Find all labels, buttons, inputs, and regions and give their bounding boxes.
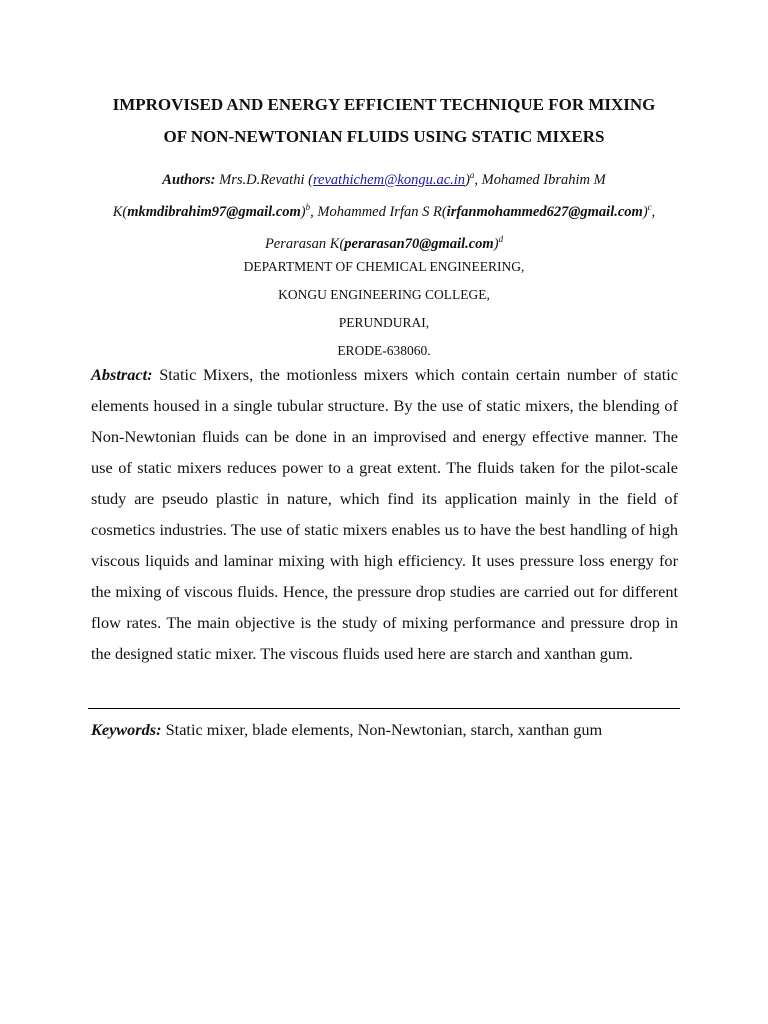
affiliation-city: ERODE-638060. [337, 343, 431, 358]
author-3-trail: , [651, 203, 656, 220]
author-block [70, 162, 698, 257]
author-4-email: perarasan70@gmail.com [344, 235, 494, 252]
author-3-name: , Mohammed Irfan S R( [310, 203, 447, 220]
keywords-line [91, 717, 691, 743]
author-1-sup: a [469, 170, 475, 180]
abstract-text: Static Mixers, the motionless mixers which contain certain number of static elements housed in a single tubular structure. By the use of static mixers, the blending of Non-Newtonian fluids can be done in an improvised and energy effective manner. The use of static mixers reduces power to a great extent. The fluids taken for the pilot-scale study are pseudo plastic in nature, which find its application mainly in the field of cosmetics industries. The use of static mixers enables us to have the best handling of high viscous liquids and laminar mixing with high efficiency. It uses pressure loss energy for the mixing of viscous fluids. Hence, the pressure drop studies are carried out for different flow rates. The main objective is the study of mixing performance and pressure drop in the designed static mixer. The viscous fluids used here are starch and xanthan gum. [91, 365, 678, 663]
paper-title [60, 89, 708, 153]
author-4-name: Perarasan K( [264, 235, 345, 252]
abstract-label: Abstract: [91, 365, 153, 384]
author-line-2 [70, 194, 698, 226]
affiliation-college: KONGU ENGINEERING COLLEGE, [278, 287, 490, 302]
horizontal-divider [88, 708, 680, 709]
author-4-close: ) [493, 235, 499, 252]
abstract-paragraph [91, 359, 678, 669]
title-line-1: IMPROVISED AND ENERGY EFFICIENT TECHNIQUE FOR MIXING [112, 95, 656, 114]
author-3-email: irfanmohammed627@gmail.com [446, 203, 643, 220]
author-2-name-part2: K( [112, 203, 128, 220]
affiliation-town: PERUNDURAI, [338, 315, 430, 330]
author-4-sup: d [498, 233, 504, 244]
keywords-text: Static mixer, blade elements, Non-Newtonian, starch, xanthan gum [161, 720, 603, 739]
keywords-label: Keywords: [91, 720, 162, 739]
title-line-2: OF NON-NEWTONIAN FLUIDS USING STATIC MIXERS [163, 127, 605, 146]
author-3-close: ) [642, 203, 648, 220]
author-2-name-part1: , Mohamed Ibrahim M [474, 171, 606, 188]
author-1-name: Mrs.D.Revathi ( [215, 171, 313, 188]
affiliation-block [60, 253, 708, 365]
authors-label: Authors: [162, 171, 216, 188]
author-2-close: ) [300, 203, 306, 220]
author-line-1 [70, 162, 698, 194]
author-1-close: ) [465, 171, 470, 188]
author-2-email: mkmdibrahim97@gmail.com [127, 203, 301, 220]
author-2-sup: b [305, 201, 311, 212]
author-3-sup: c [647, 201, 652, 212]
affiliation-department: DEPARTMENT OF CHEMICAL ENGINEERING, [243, 259, 525, 274]
author-1-email-link[interactable]: revathichem@kongu.ac.in [312, 171, 466, 188]
